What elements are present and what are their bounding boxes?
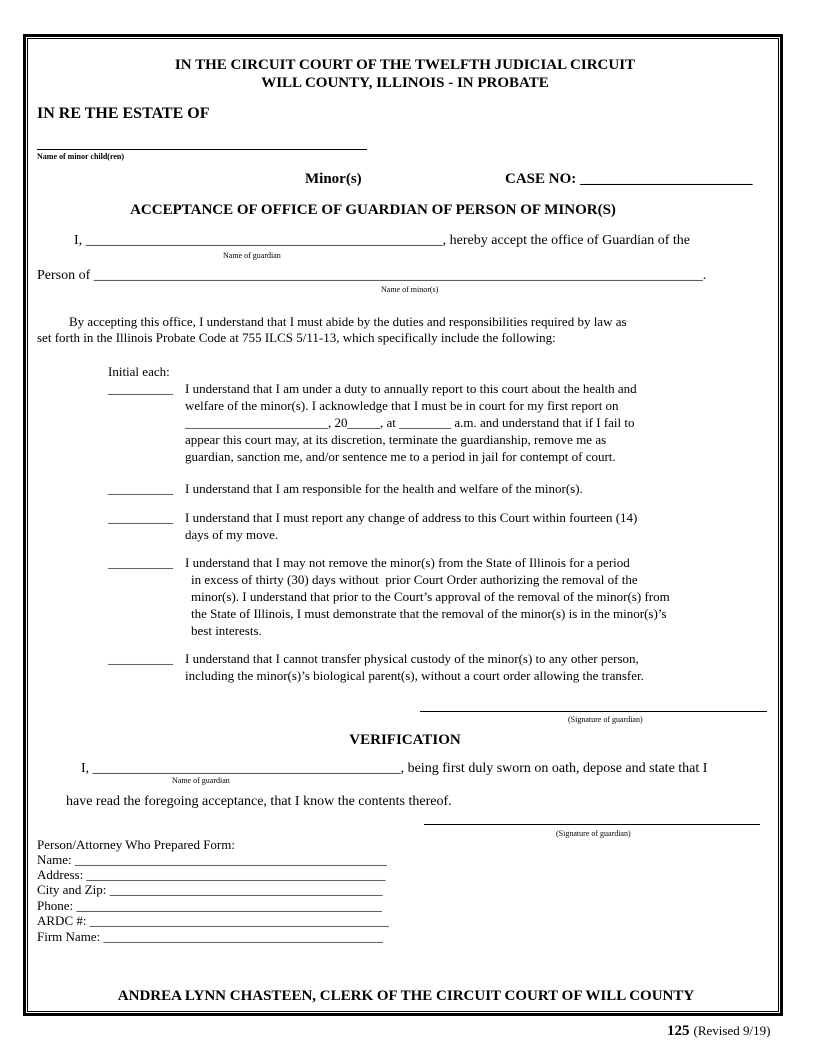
verification-line-2: have read the foregoing acceptance, that I know the contents thereof.	[66, 794, 452, 809]
intro-line-1: By accepting this office, I understand that I must abide by the duties and responsibilities required by law as	[69, 314, 627, 329]
preparer-ardc-field[interactable]: ARDC #: ______________________________________________	[37, 913, 389, 928]
preparer-city-zip-field[interactable]: City and Zip: __________________________________________	[37, 882, 383, 897]
preparer-phone-field[interactable]: Phone: _______________________________________________	[37, 898, 382, 913]
court-line-1: IN THE CIRCUIT COURT OF THE TWELFTH JUDICIAL CIRCUIT	[174, 57, 636, 73]
preparer-address-field[interactable]: Address: ______________________________________________	[37, 867, 386, 882]
minors-label: Minor(s)	[305, 171, 362, 187]
revision-date: (Revised 9/19)	[693, 1023, 771, 1038]
item-line: I understand that I am under a duty to annually report to this court about the health and	[185, 381, 637, 396]
form-number: 125	[667, 1023, 690, 1039]
item-line: the State of Illinois, I must demonstrate that the removal of the minor(s) is in the minor(s)’s	[191, 606, 667, 621]
form-title: ACCEPTANCE OF OFFICE OF GUARDIAN OF PERSON OF MINOR(S)	[130, 202, 616, 218]
guardian-signature-line[interactable]	[420, 711, 767, 712]
verification-signature-line[interactable]	[424, 824, 760, 825]
initial-blank[interactable]: __________	[108, 510, 173, 525]
preparer-name-field[interactable]: Name: ________________________________________________	[37, 852, 387, 867]
item-line: I understand that I may not remove the minor(s) from the State of Illinois for a period	[185, 555, 630, 570]
item-line: I understand that I cannot transfer physical custody of the minor(s) to any other person,	[185, 651, 639, 666]
item-line: best interests.	[191, 623, 262, 638]
item-line: minor(s). I understand that prior to the Court’s approval of the removal of the minor(s) from	[191, 589, 670, 604]
item-line: guardian, sanction me, and/or sentence me to a period in jail for contempt of court.	[185, 449, 616, 464]
initial-blank[interactable]: __________	[108, 381, 173, 396]
item-line: I understand that I must report any change of address to this Court within fourteen (14)	[185, 510, 638, 525]
acceptance-line-1[interactable]: I, ___________________________________________________, hereby accept the office of Guardian of the	[74, 233, 691, 248]
clerk-footer: ANDREA LYNN CHASTEEN, CLERK OF THE CIRCUIT COURT OF WILL COUNTY	[117, 988, 695, 1004]
initial-blank[interactable]: __________	[108, 481, 173, 496]
item-line[interactable]: ______________________, 20_____, at ________ a.m. and understand that if I fail to	[185, 415, 635, 430]
court-line-2: WILL COUNTY, ILLINOIS - IN PROBATE	[261, 75, 549, 91]
intro-line-2: set forth in the Illinois Probate Code at 755 ILCS 5/11-13, which specifically include the following:	[37, 330, 556, 345]
initial-each-label: Initial each:	[108, 364, 170, 379]
item-line: days of my move.	[185, 527, 279, 542]
item-line: including the minor(s)’s biological parent(s), without a court order allowing the transfer.	[185, 668, 644, 683]
initial-blank[interactable]: __________	[108, 555, 173, 570]
preparer-firm-field[interactable]: Firm Name: ___________________________________________	[37, 929, 383, 944]
verification-title: VERIFICATION	[349, 732, 461, 748]
item-line: I understand that I am responsible for the health and welfare of the minor(s).	[185, 481, 583, 496]
form-number-block	[667, 1022, 770, 1040]
initial-blank[interactable]: __________	[108, 651, 173, 666]
minor-name-caption-2: Name of minor(s)	[381, 285, 439, 294]
minor-name-caption: Name of minor child(ren)	[37, 152, 125, 161]
preparer-heading: Person/Attorney Who Prepared Form:	[37, 837, 235, 852]
minor-name-line[interactable]	[37, 149, 367, 150]
verification-line-1[interactable]: I, ____________________________________________, being first duly sworn on oath, depose and state that I	[81, 761, 708, 776]
guardian-name-caption: Name of guardian	[223, 251, 281, 260]
estate-label: IN RE THE ESTATE OF	[37, 105, 210, 122]
item-line: appear this court may, at its discretion, terminate the guardianship, remove me as	[185, 432, 607, 447]
verification-guardian-caption: Name of guardian	[172, 776, 230, 785]
case-number-field[interactable]: CASE NO: _______________________	[505, 171, 753, 187]
item-line: in excess of thirty (30) days without prior Court Order authorizing the removal of the	[191, 572, 638, 587]
acceptance-line-2[interactable]: Person of _______________________________________________________________________________________.	[37, 268, 707, 283]
verification-signature-caption: (Signature of guardian)	[556, 829, 631, 838]
signature-caption: (Signature of guardian)	[568, 715, 643, 724]
item-line: welfare of the minor(s). I acknowledge that I must be in court for my first report on	[185, 398, 619, 413]
